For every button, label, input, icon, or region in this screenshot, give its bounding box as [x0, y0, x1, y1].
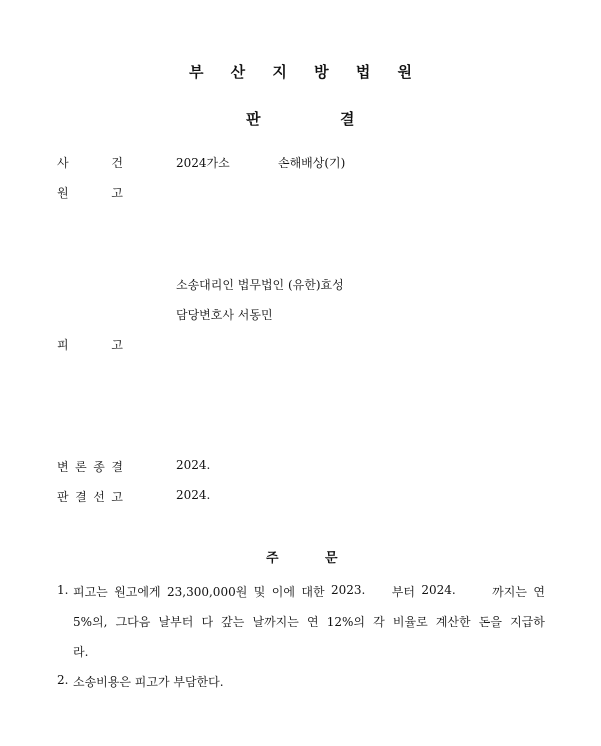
order-item-1-line-1: 피고는 원고에게 23,300,000원 및 이에 대한 2023. 부터 2024. 까지는 연 — [73, 583, 545, 599]
order-item-1-line-3: 라. — [73, 645, 89, 659]
defendant-label: 피 고 — [57, 338, 123, 352]
closing-date: 2024. — [176, 458, 211, 472]
doc-type-char-1: 판 — [246, 110, 261, 128]
court-name: 부 산 지 방 법 원 — [188, 63, 424, 81]
case-name: 손해배상(기) — [278, 156, 346, 170]
order-item-2-number: 2. — [57, 673, 69, 687]
judgment-date: 2024. — [176, 488, 211, 502]
judgment-label: 판 결 선 고 — [57, 490, 123, 504]
doc-type-char-2: 결 — [340, 110, 355, 128]
order-item-1-number: 1. — [57, 583, 69, 597]
order-item-1-line-2: 5%의, 그다음 날부터 다 갚는 날까지는 연 12%의 각 비율로 계산한 돈을 지급하 — [73, 615, 545, 629]
case-label: 사 건 — [57, 156, 123, 170]
plaintiff-label: 원 고 — [57, 186, 123, 200]
order-title-char-2: 문 — [325, 551, 338, 566]
order-item-2-text: 소송비용은 피고가 부담한다. — [73, 675, 224, 689]
case-number: 2024가소 — [176, 156, 230, 170]
closing-label: 변 론 종 결 — [57, 460, 123, 474]
order-title-char-1: 주 — [266, 551, 279, 566]
attorney-firm: 소송대리인 법무법인 (유한)효성 — [176, 278, 344, 292]
attorney-lawyer: 담당변호사 서동민 — [176, 308, 273, 322]
